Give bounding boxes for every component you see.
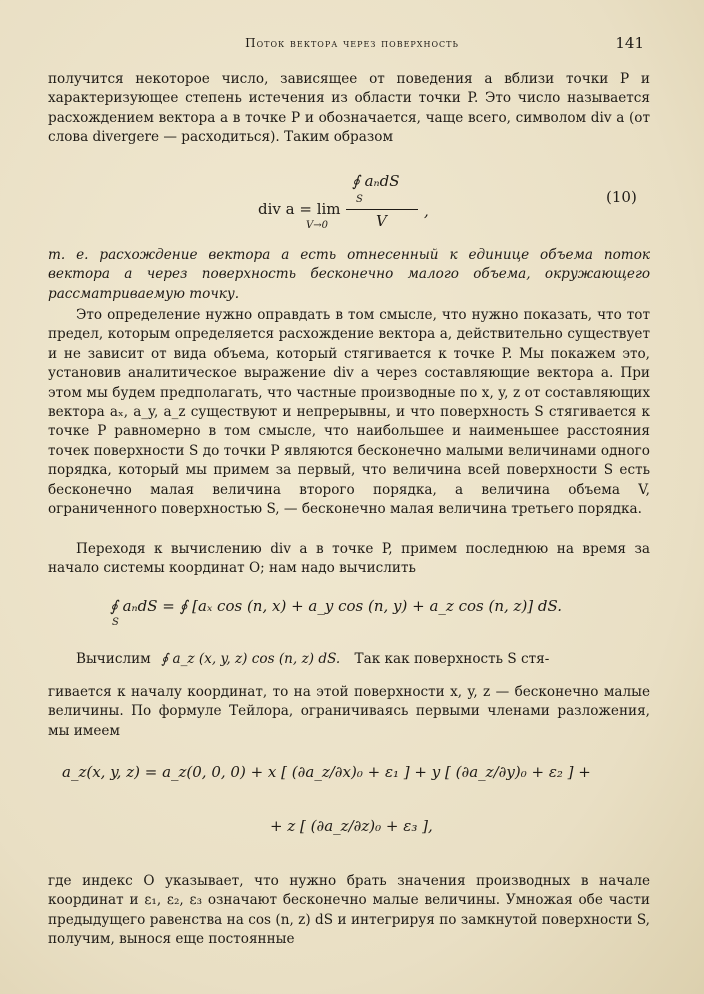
paragraph-3-text: Это определение нужно оправдать в том смысле, что нужно показать, что тот предел, которым определяется расхождение вектора a, действительно существует и не зависит от вида объема, который стягивается к точке P. Мы покажем это, установив аналитическое выражение div a через составляющие вектора a. При этом мы будем предполагать, что частные производные по x, y, z от составляющих вектора aₓ, a_y, a_z существуют и непрерывны, и что поверхность S стягивается к точке P равномерно в том смысле, что наибольшее и наименьшее расстояния точек поверхности S до точки P являются бесконечно малыми величинами одного порядка, который мы примем за первый, что величина всей поверхности S есть бесконечно малая величина второго порядка, а величина объема V, ограниченного поверхностью S, — бесконечно малая величина третьего порядка. (48, 307, 650, 518)
eq10-comma: , (424, 202, 429, 220)
p5-start: Вычислим (76, 651, 151, 667)
paragraph-1 (48, 70, 650, 148)
equation-flux: ∮ aₙdS = ∮ [aₓ cos (n, x) + a_y cos (n, y) + a_z cos (n, z)] dS. (110, 597, 563, 615)
equation-taylor-line-2: + z [ (∂a_z/∂z)₀ + ε₃ ], (270, 817, 433, 835)
running-header (60, 36, 644, 56)
page-number: 141 (615, 34, 644, 52)
eq10-numerator-sub: S (356, 194, 363, 205)
paragraph-2 (48, 246, 650, 304)
p5-rest: Так как поверхность S стя- (354, 651, 550, 667)
p5-integral: ∮ a_z (x, y, z) cos (n, z) dS. (161, 651, 341, 667)
paragraph-5 (48, 650, 650, 669)
eq10-lhs: div a = lim (258, 200, 341, 218)
paragraph-2-text: т. е. расхождение вектора a есть отнесенный к единице объема поток вектора a через поверхность бесконечно малого объема, окружающего рассматриваемую точку. (48, 247, 650, 302)
eq10-fraction-bar (346, 209, 418, 210)
paragraph-5-cont (48, 683, 650, 741)
eq10-limit-sub: V→0 (306, 220, 328, 231)
equation-flux-sub: S (112, 617, 119, 628)
paragraph-1-text: получится некоторое число, зависящее от поведения a вблизи точки P и характеризующее степень истечения из области точки P. Это число называется расхождением вектора a в точке P и обозначается, чаще всего, символом div a (от слова divergere — расходиться). Таким образом (48, 71, 650, 146)
paragraph-4 (48, 540, 650, 579)
paragraph-6 (48, 872, 650, 950)
header-title: Поток вектора через поверхность (245, 36, 459, 50)
paragraph-5-cont-text: гивается к началу координат, то на этой поверхности x, y, z — бесконечно малые величины. По формуле Тейлора, ограничиваясь первыми членами разложения, мы имеем (48, 684, 650, 739)
eq10-number: (10) (606, 188, 637, 206)
equation-taylor-line-1: a_z(x, y, z) = a_z(0, 0, 0) + x [ (∂a_z/∂x)₀ + ε₁ ] + y [ (∂a_z/∂y)₀ + ε₂ ] + (62, 763, 591, 781)
paragraph-6-text: где индекс O указывает, что нужно брать значения производных в начале координат и ε₁, ε₂, ε₃ означают бесконечно малые величины. Умножая обе части предыдущего равенства на cos (n, z) dS и интегрируя по замкнутой поверхности S, получим, вынося еще постоянные (48, 873, 650, 948)
paragraph-3 (48, 306, 650, 519)
paragraph-4-text: Переходя к вычислению div a в точке P, примем последнюю на время за начало системы координат O; нам надо вычислить (48, 541, 650, 577)
eq10-numerator: ∮ aₙdS (352, 172, 400, 190)
eq10-denominator: V (376, 212, 387, 230)
paragraph-5-line (48, 650, 650, 669)
